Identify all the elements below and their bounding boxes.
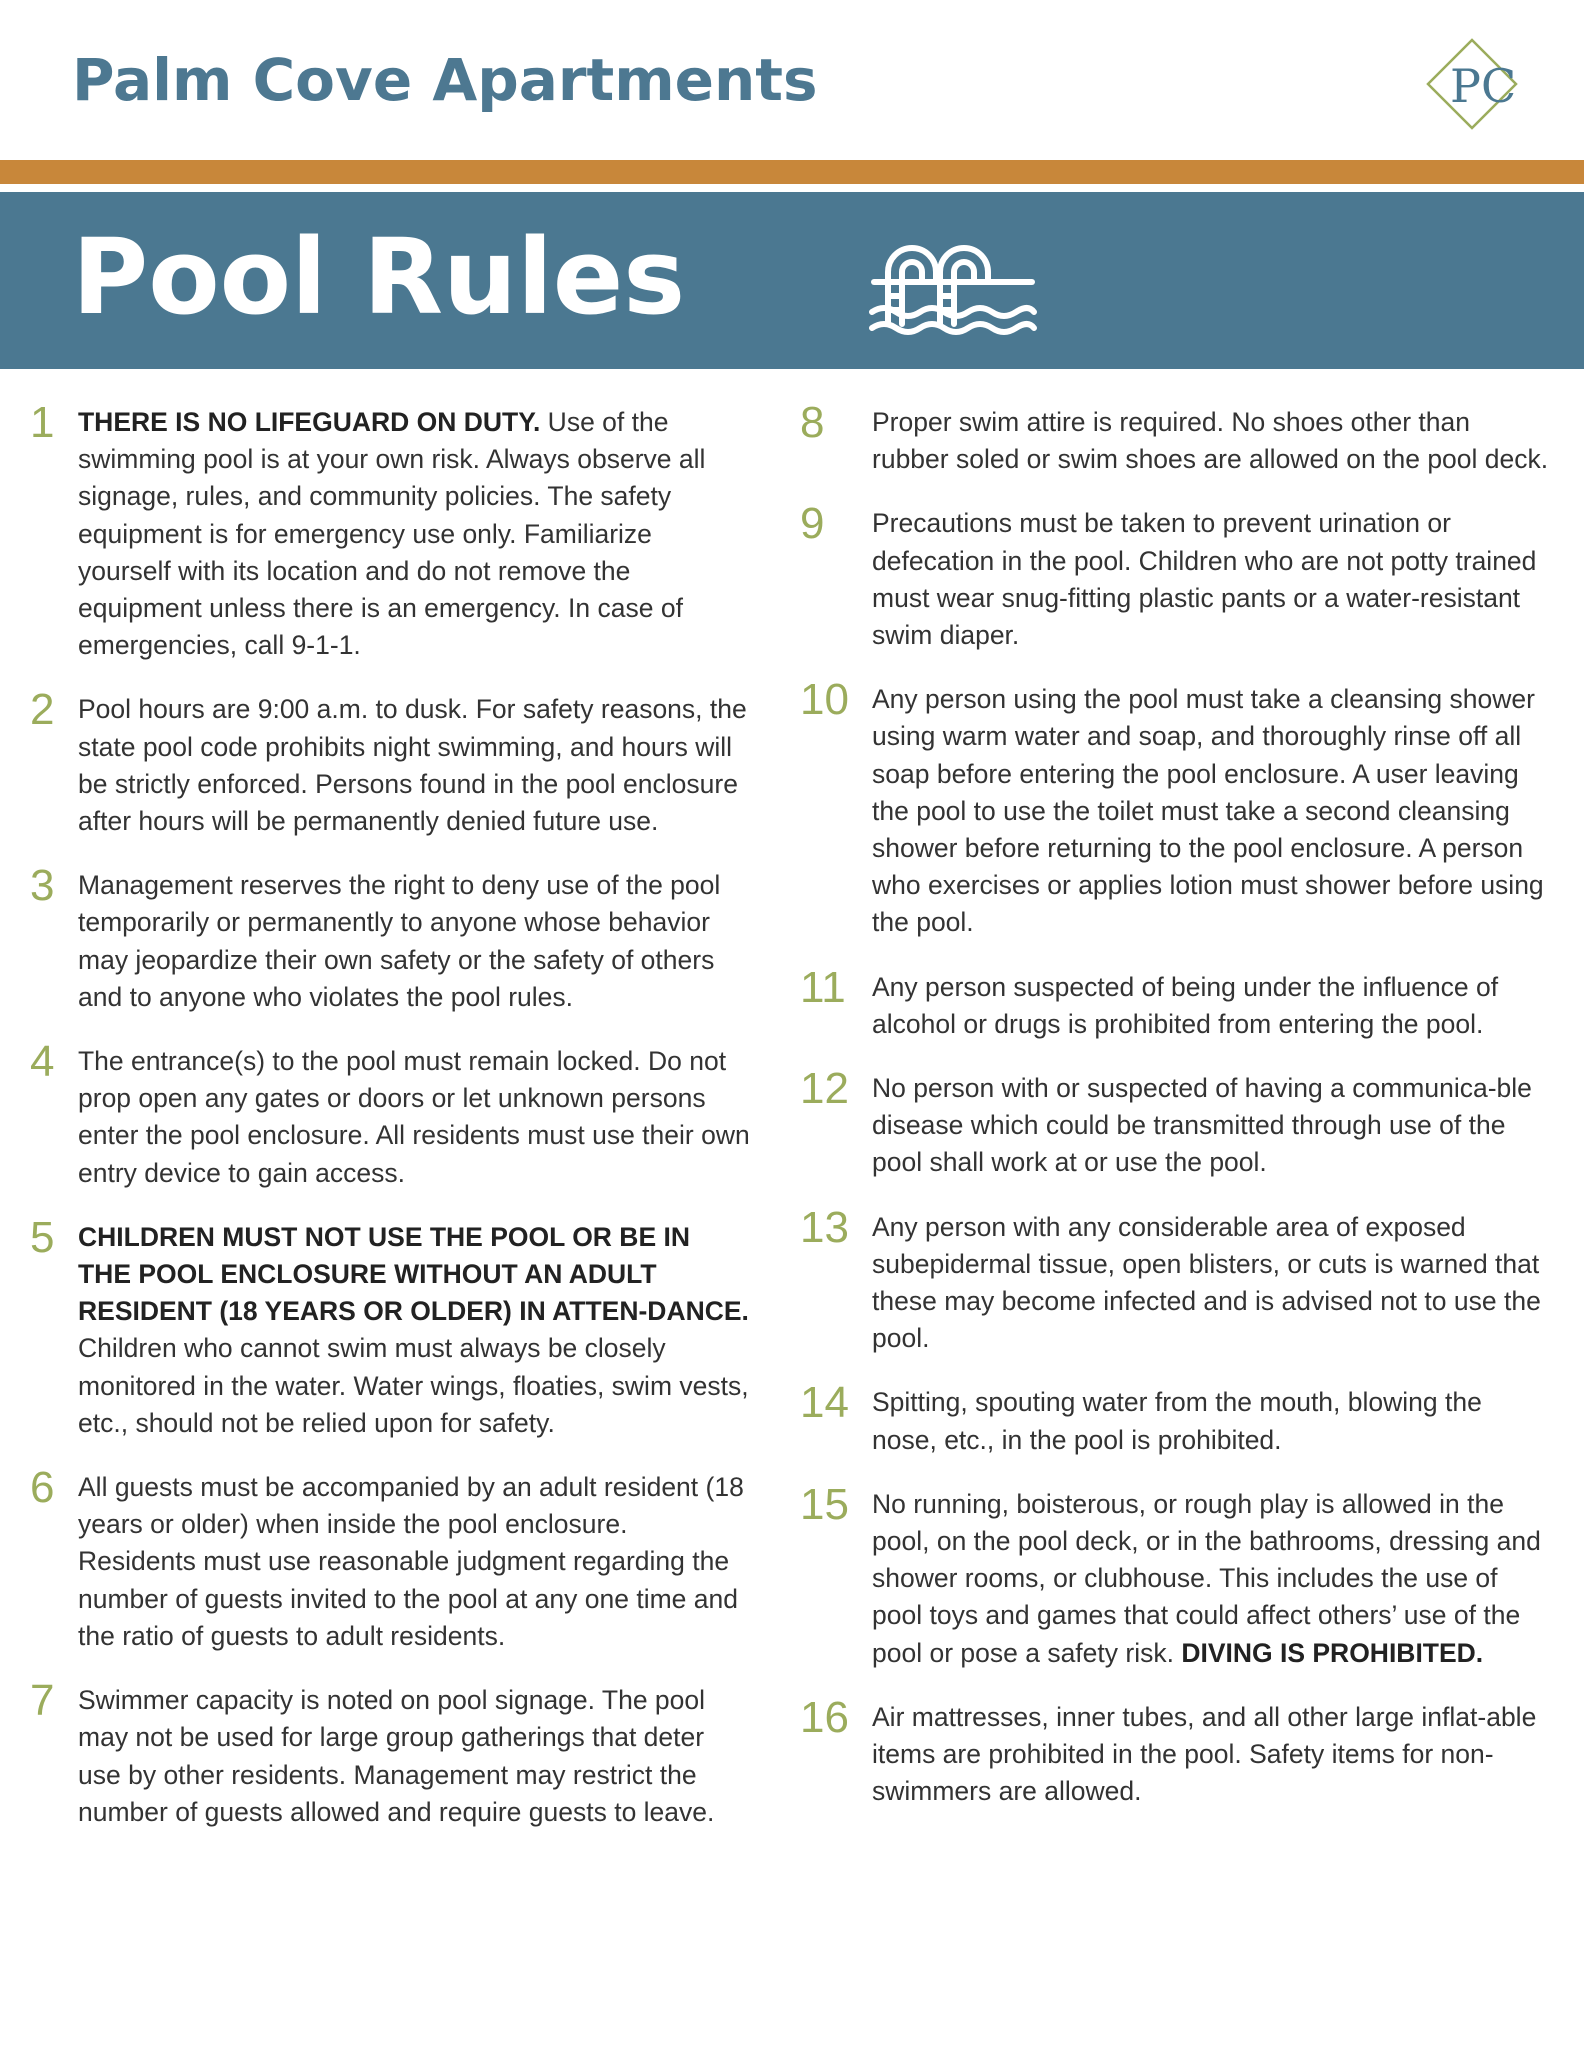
rule-text <box>78 1219 750 1442</box>
rule-16 <box>790 1692 1552 1811</box>
rule-bold-lead: THERE IS NO LIFEGUARD ON DUTY. <box>78 407 541 437</box>
rule-12 <box>790 1064 1552 1182</box>
rule-number: 10 <box>800 675 849 725</box>
rule-14 <box>790 1378 1552 1458</box>
rule-body: Any person using the pool must take a cleansing shower using warm water and soap, and thoroughly rinse off all soap before entering the pool enclosure. A user leaving the pool to use the toilet must take a second cleansing shower before returning to the pool enclosure. A person who exercises or applies lotion must shower before using the pool. <box>872 684 1544 938</box>
rule-5 <box>30 1212 750 1442</box>
rule-text <box>872 1209 1552 1358</box>
rule-text <box>872 505 1552 654</box>
rule-text <box>78 867 750 1016</box>
rule-1 <box>30 398 750 664</box>
rule-3 <box>30 861 750 1016</box>
rule-text <box>78 404 750 664</box>
rule-bold-lead: CHILDREN MUST NOT USE THE POOL OR BE IN THE POOL ENCLOSURE WITHOUT AN ADULT RESIDENT (18 YEARS OR OLDER) IN ATTEN-DANCE. <box>78 1221 749 1327</box>
rule-text <box>872 969 1552 1043</box>
rule-text <box>78 1682 750 1831</box>
rules-column-left <box>30 398 750 1831</box>
rule-text <box>78 1043 750 1192</box>
orange-divider-bar <box>0 160 1584 184</box>
rule-4 <box>30 1037 750 1192</box>
rule-number: 15 <box>800 1479 849 1529</box>
rule-number: 7 <box>30 1676 55 1726</box>
rule-13 <box>790 1202 1552 1358</box>
rule-9 <box>790 499 1552 654</box>
rule-number: 9 <box>800 499 825 549</box>
rule-body: Any person with any considerable area of exposed subepidermal tissue, open blisters, or cuts is warned that these may become infected and is advised not to use the pool. <box>872 1211 1541 1354</box>
rule-text <box>872 1486 1552 1672</box>
rule-number: 13 <box>800 1202 849 1252</box>
rule-11 <box>790 962 1552 1043</box>
rule-body: Swimmer capacity is noted on pool signage. The pool may not be used for large group gatherings that deter use by other residents. Management may restrict the number of guests allowed and require guests to leave. <box>78 1685 715 1827</box>
rule-number: 5 <box>30 1212 55 1262</box>
rule-body: Pool hours are 9:00 a.m. to dusk. For safety reasons, the state pool code prohibits night swimming, and hours will be strictly enforced. Persons found in the pool enclosure after hours will be permanently denied future use. <box>78 694 747 837</box>
rule-number: 11 <box>800 962 846 1012</box>
rule-text <box>872 1070 1552 1182</box>
pool-ladder-icon <box>868 232 1038 336</box>
rule-body: The entrance(s) to the pool must remain locked. Do not prop open any gates or doors or let unknown persons enter the pool enclosure. All residents must use their own entry device to gain access. <box>78 1046 750 1188</box>
rule-text <box>872 681 1552 941</box>
rule-text <box>872 404 1552 478</box>
rule-number: 4 <box>30 1037 55 1087</box>
rule-body: Any person suspected of being under the influence of alcohol or drugs is prohibited from entering the pool. <box>872 971 1499 1039</box>
rule-body: All guests must be accompanied by an adult resident (18 years or older) when inside the pool enclosure. Residents must use reasonable judgment regarding the number of guests invited to the pool at any one time and the ratio of guests to adult residents. <box>78 1472 744 1651</box>
rule-15 <box>790 1479 1552 1672</box>
rule-2 <box>30 685 750 840</box>
rule-number: 8 <box>800 398 825 447</box>
rule-bold-end: DIVING IS PROHIBITED. <box>1181 1637 1484 1668</box>
rule-number: 3 <box>30 861 55 911</box>
rule-number: 14 <box>800 1378 849 1428</box>
pc-diamond-logo-icon <box>1424 36 1520 132</box>
logo-letter-p: PC <box>1450 59 1517 113</box>
rule-body: Proper swim attire is required. No shoes other than rubber soled or swim shoes are allowed on the pool deck. <box>872 407 1549 475</box>
title-banner <box>0 192 1584 369</box>
rule-body: Use of the swimming pool is at your own risk. Always observe all signage, rules, and community policies. The safety equipment is for emergency use only. Familiarize yourself with its location and do not remove the equipment unless there is an emergency. In case of emergencies, call 9-1-1. <box>78 407 706 661</box>
rule-body: No running, boisterous, or rough play is allowed in the pool, on the pool deck, or in the bathrooms, dressing and shower rooms, or clubhouse. This includes the use of pool toys and games that could affect others’ use of the pool or pose a safety risk. <box>872 1488 1541 1668</box>
rule-body: Children who cannot swim must always be closely monitored in the water. Water wings, floaties, swim vests, etc., should not be relied upon for safety. <box>78 1333 749 1438</box>
page-title: Pool Rules <box>72 216 686 338</box>
rule-text <box>872 1699 1552 1811</box>
rule-text <box>78 691 750 840</box>
rule-number: 16 <box>800 1692 849 1742</box>
rule-body: Spitting, spouting water from the mouth, blowing the nose, etc., in the pool is prohibited. <box>872 1387 1482 1455</box>
rule-text <box>872 1384 1552 1458</box>
rule-number: 2 <box>30 685 55 735</box>
rule-body: Precautions must be taken to prevent urination or defecation in the pool. Children who are not potty trained must wear snug-fitting plastic pants or a water-resistant swim diaper. <box>872 508 1537 651</box>
rule-body: Air mattresses, inner tubes, and all other large inflat-able items are prohibited in the pool. Safety items for non-swimmers are allowed. <box>872 1701 1537 1807</box>
rule-body: No person with or suspected of having a communica-ble disease which could be transmitted through use of the pool shall work at or use the pool. <box>872 1073 1532 1178</box>
rule-7 <box>30 1676 750 1831</box>
brand-name: Palm Cove Apartments <box>72 46 818 114</box>
rule-number: 1 <box>30 398 55 447</box>
rules-column-right <box>790 398 1552 1811</box>
rule-number: 6 <box>30 1463 55 1513</box>
rule-10 <box>790 675 1552 941</box>
rule-number: 12 <box>800 1064 849 1114</box>
rule-6 <box>30 1463 750 1655</box>
page-header <box>0 0 1584 160</box>
rule-8 <box>790 398 1552 478</box>
rule-body: Management reserves the right to deny use of the pool temporarily or permanently to anyone whose behavior may jeopardize their own safety or the safety of others and to anyone who violates the pool rules. <box>78 870 721 1012</box>
rule-text <box>78 1469 750 1655</box>
